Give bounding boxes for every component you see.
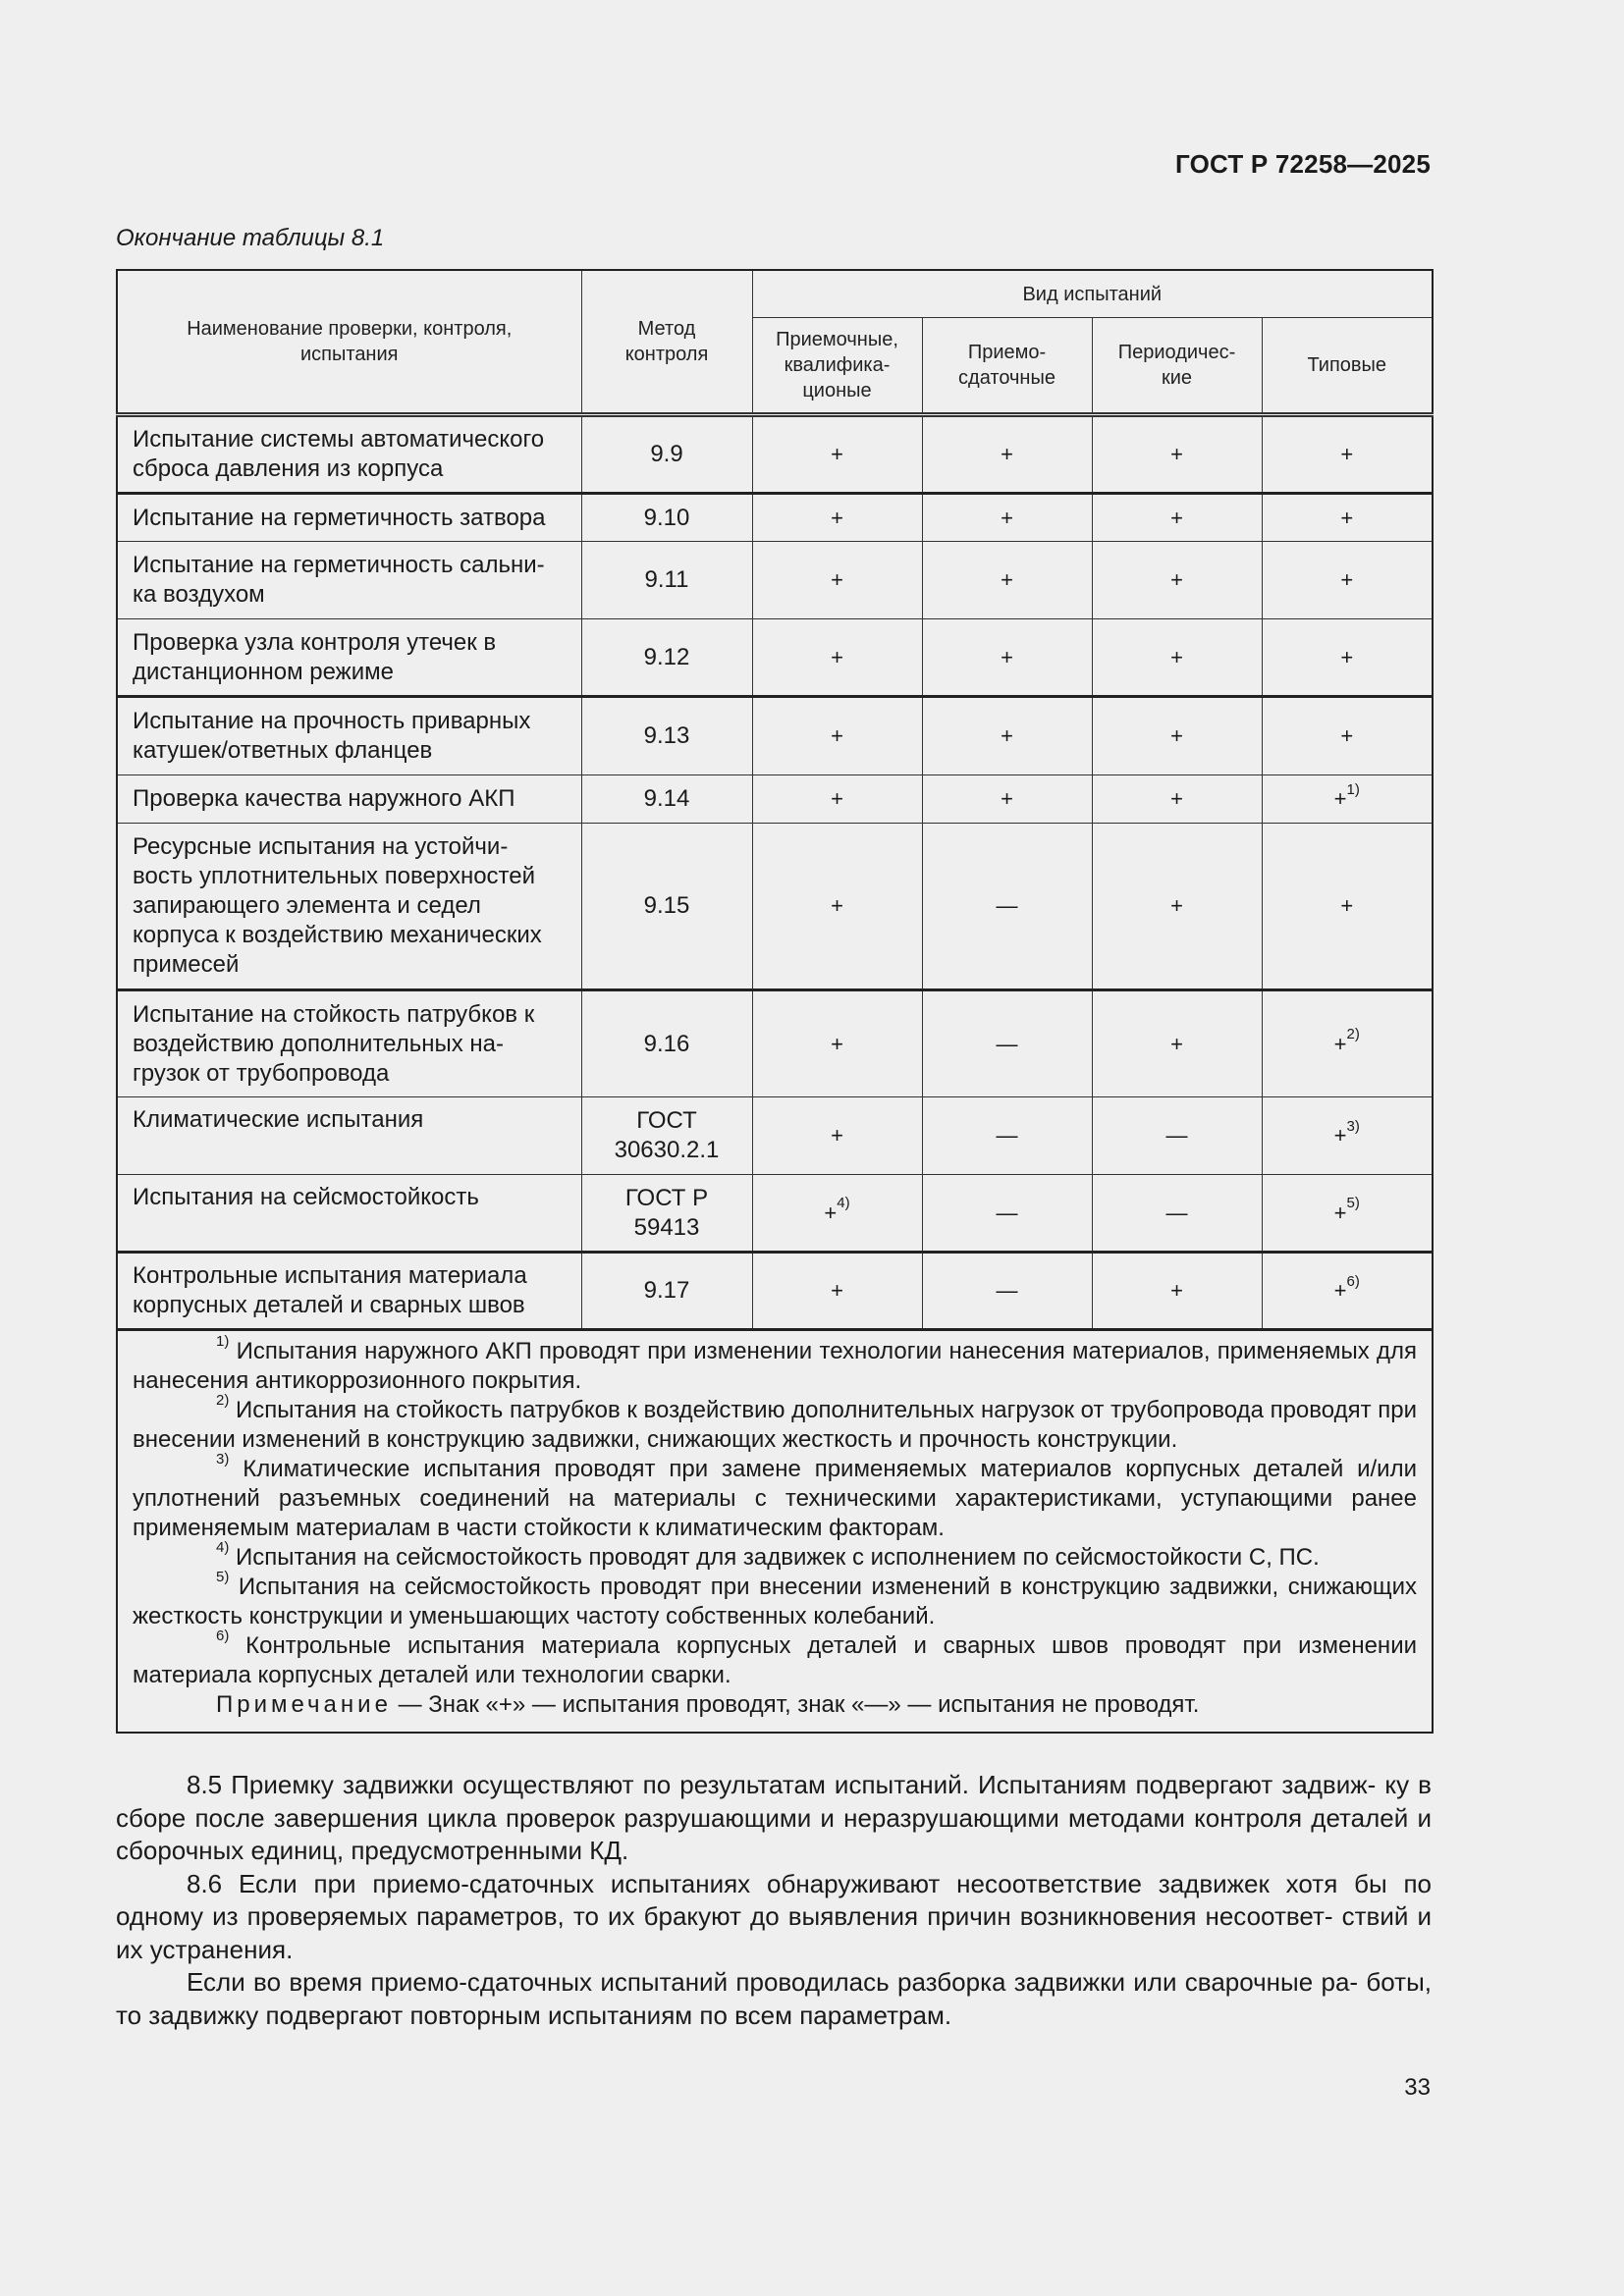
row-mark: — bbox=[1092, 1175, 1262, 1253]
footnote-text: Испытания наружного АКП проводят при изменении технологии нанесения материалов, применяемых для нанесения антикоррозионного покрытия. bbox=[133, 1338, 1417, 1394]
row-mark: + bbox=[1092, 415, 1262, 494]
table-row bbox=[117, 697, 1433, 775]
footnote-mark: 6) bbox=[216, 1628, 230, 1644]
row-mark: + bbox=[922, 619, 1092, 697]
table-row bbox=[117, 494, 1433, 542]
body-text bbox=[116, 1769, 1432, 2032]
footnote bbox=[133, 1451, 1417, 1543]
table-row bbox=[117, 1175, 1433, 1253]
mark: + bbox=[1333, 786, 1347, 811]
footnotes-row bbox=[117, 1330, 1433, 1734]
footnotes bbox=[117, 1330, 1433, 1734]
header-periodic bbox=[1092, 318, 1262, 415]
footnote-mark: 5) bbox=[216, 1569, 230, 1585]
header-acceptance-delivery bbox=[922, 318, 1092, 415]
row-mark-with-footnote bbox=[1262, 1175, 1433, 1253]
paragraph-8-5: 8.5 Приемку задвижки осуществляют по результатам испытаний. Испытаниям подвергают задвиж- ку в сборе после завершения цикла проверок разрушающими и неразрушающими методами контроля деталей и сборочных единиц, предусмотренными КД. bbox=[116, 1770, 1432, 1865]
footnote-text: Испытания на сейсмостойкость проводят при внесении изменений в конструкцию задвижки, снижающих жесткость конструкции и уменьшающих частоту собственных колебаний. bbox=[133, 1574, 1417, 1629]
row-name: Испытание системы автоматического сброса давления из корпуса bbox=[117, 415, 581, 494]
tests-table bbox=[116, 269, 1434, 1734]
row-mark: + bbox=[1262, 619, 1433, 697]
row-mark: + bbox=[922, 542, 1092, 619]
header-type: Типовые bbox=[1262, 318, 1433, 415]
table-row bbox=[117, 990, 1433, 1097]
footnote-mark: 2) bbox=[216, 1392, 230, 1409]
mark: + bbox=[1333, 1031, 1347, 1056]
row-mark: — bbox=[1092, 1097, 1262, 1175]
table-row bbox=[117, 1253, 1433, 1330]
mark: + bbox=[824, 1200, 838, 1225]
row-mark: + bbox=[752, 990, 922, 1097]
row-mark: — bbox=[922, 1097, 1092, 1175]
note-label: Примечание bbox=[216, 1691, 392, 1718]
method-text: ГОСТ Р 59413 bbox=[624, 1184, 709, 1241]
row-name: Испытание на прочность приварных катушек/ответных фланцев bbox=[117, 697, 581, 775]
header-col2-text: Приемо- сдаточные bbox=[958, 342, 1056, 389]
footnote-ref: 2) bbox=[1346, 1026, 1360, 1043]
row-method bbox=[581, 1097, 752, 1175]
row-method: 9.15 bbox=[581, 824, 752, 990]
row-mark: + bbox=[922, 415, 1092, 494]
row-mark: + bbox=[752, 494, 922, 542]
row-mark: + bbox=[752, 1253, 922, 1330]
row-mark: — bbox=[922, 1253, 1092, 1330]
row-mark: + bbox=[1092, 775, 1262, 824]
note bbox=[133, 1690, 1417, 1720]
row-mark: + bbox=[752, 415, 922, 494]
row-method: 9.17 bbox=[581, 1253, 752, 1330]
row-method: 9.16 bbox=[581, 990, 752, 1097]
table-row bbox=[117, 1097, 1433, 1175]
footnote-text: Контрольные испытания материала корпусных деталей и сварных швов проводят при изменении материала корпусных деталей или технологии сварки. bbox=[133, 1632, 1417, 1688]
header-test-types: Вид испытаний bbox=[752, 270, 1433, 318]
row-mark: + bbox=[1262, 494, 1433, 542]
header-method-text: Метод контроля bbox=[624, 318, 709, 365]
row-mark-with-footnote bbox=[752, 1175, 922, 1253]
table-row bbox=[117, 415, 1433, 494]
footnote bbox=[133, 1392, 1417, 1455]
table-row bbox=[117, 775, 1433, 824]
row-mark-with-footnote bbox=[1262, 990, 1433, 1097]
row-mark: + bbox=[922, 697, 1092, 775]
row-name: Контрольные испытания материала корпусных деталей и сварных швов bbox=[117, 1253, 581, 1330]
page-number: 33 bbox=[1404, 2074, 1431, 2101]
footnote-text: Испытания на сейсмостойкость проводят для задвижек с исполнением по сейсмостойкости С, ПС. bbox=[229, 1544, 1320, 1571]
footnote-mark: 3) bbox=[216, 1451, 230, 1468]
row-mark-with-footnote bbox=[1262, 775, 1433, 824]
row-mark: — bbox=[922, 824, 1092, 990]
footnote-ref: 5) bbox=[1346, 1195, 1360, 1212]
row-mark: + bbox=[1092, 619, 1262, 697]
row-mark: + bbox=[752, 1097, 922, 1175]
footnote-ref: 1) bbox=[1346, 780, 1360, 798]
mark: + bbox=[1333, 1278, 1347, 1303]
row-name: Испытание на стойкость патрубков к воздействию дополнительных на- грузок от трубопровода bbox=[117, 990, 581, 1097]
table-caption: Окончание таблицы 8.1 bbox=[116, 225, 385, 251]
row-mark: + bbox=[1092, 824, 1262, 990]
mark: + bbox=[1333, 1200, 1347, 1225]
row-mark: + bbox=[1092, 697, 1262, 775]
footnote-ref: 6) bbox=[1346, 1272, 1360, 1290]
header-name bbox=[117, 270, 581, 415]
header-name-text: Наименование проверки, контроля, испытания bbox=[187, 318, 513, 365]
footnote-text: Испытания на стойкость патрубков к воздействию дополнительных нагрузок от трубопровода проводят при внесении изменений в конструкцию задвижки, снижающих жесткость и прочность конструкции. bbox=[133, 1397, 1417, 1453]
row-mark: + bbox=[1262, 697, 1433, 775]
row-mark: + bbox=[752, 775, 922, 824]
row-mark: + bbox=[752, 824, 922, 990]
row-method: 9.12 bbox=[581, 619, 752, 697]
row-mark: + bbox=[922, 494, 1092, 542]
row-mark: + bbox=[1262, 415, 1433, 494]
paragraph-8-6: 8.6 Если при приемо-сдаточных испытаниях обнаруживают несоответствие задвижек хотя бы по одному из проверяемых параметров, то их бракуют до выявления причин возникновения несоответ- ствий и их устранения. bbox=[116, 1868, 1432, 1964]
footnote bbox=[133, 1569, 1417, 1631]
row-mark: + bbox=[752, 619, 922, 697]
note-text: — Знак «+» — испытания проводят, знак «—» — испытания не проводят. bbox=[391, 1691, 1200, 1718]
paragraph-8-6-cont: Если во время приемо-сдаточных испытаний проводилась разборка задвижки или сварочные ра- боты, то задвижку подвергают повторным испытаниям по всем параметрам. bbox=[116, 1967, 1432, 2030]
row-mark: + bbox=[1092, 990, 1262, 1097]
row-mark: — bbox=[922, 990, 1092, 1097]
footnote-ref: 4) bbox=[837, 1195, 850, 1212]
row-method: 9.9 bbox=[581, 415, 752, 494]
header-method bbox=[581, 270, 752, 415]
row-mark-with-footnote bbox=[1262, 1253, 1433, 1330]
standard-code: ГОСТ Р 72258—2025 bbox=[1175, 149, 1431, 179]
row-name: Ресурсные испытания на устойчи- вость уплотнительных поверхностей запирающего элемента и седел корпуса к воздействию механических примесей bbox=[117, 824, 581, 990]
mark: + bbox=[1333, 1123, 1347, 1148]
row-mark: + bbox=[1262, 824, 1433, 990]
row-mark: + bbox=[1262, 542, 1433, 619]
footnote bbox=[133, 1539, 1417, 1573]
row-name: Испытание на герметичность затвора bbox=[117, 494, 581, 542]
row-method: 9.11 bbox=[581, 542, 752, 619]
row-mark: + bbox=[752, 542, 922, 619]
row-method: 9.14 bbox=[581, 775, 752, 824]
header-col1-text: Приемочные, квалифика- ционые bbox=[776, 329, 898, 401]
table-row bbox=[117, 824, 1433, 990]
header-col3-text: Периодичес- кие bbox=[1117, 342, 1236, 389]
row-name: Проверка узла контроля утечек в дистанционном режиме bbox=[117, 619, 581, 697]
table-row bbox=[117, 542, 1433, 619]
row-name: Испытание на герметичность сальни- ка воздухом bbox=[117, 542, 581, 619]
row-name: Климатические испытания bbox=[117, 1097, 581, 1175]
row-mark: + bbox=[1092, 494, 1262, 542]
footnote-ref: 3) bbox=[1346, 1117, 1360, 1135]
row-name: Испытания на сейсмостойкость bbox=[117, 1175, 581, 1253]
footnote-mark: 1) bbox=[216, 1333, 230, 1350]
row-method: 9.13 bbox=[581, 697, 752, 775]
row-mark-with-footnote bbox=[1262, 1097, 1433, 1175]
row-mark: + bbox=[1092, 1253, 1262, 1330]
row-mark: + bbox=[922, 775, 1092, 824]
method-text: ГОСТ 30630.2.1 bbox=[614, 1107, 720, 1163]
footnote bbox=[133, 1333, 1417, 1396]
row-mark: + bbox=[1092, 542, 1262, 619]
row-method: 9.10 bbox=[581, 494, 752, 542]
footnote bbox=[133, 1628, 1417, 1690]
row-mark: — bbox=[922, 1175, 1092, 1253]
row-name: Проверка качества наружного АКП bbox=[117, 775, 581, 824]
footnote-text: Климатические испытания проводят при замене применяемых материалов корпусных деталей и/или уплотнений разъемных соединений на материалы с техническими характеристиками, уступающими ранее применяемым материалам в части стойкости к климатическим факторам. bbox=[133, 1456, 1417, 1541]
header-acceptance-qualification bbox=[752, 318, 922, 415]
footnote-mark: 4) bbox=[216, 1539, 230, 1556]
table-row bbox=[117, 619, 1433, 697]
row-mark: + bbox=[752, 697, 922, 775]
row-method bbox=[581, 1175, 752, 1253]
